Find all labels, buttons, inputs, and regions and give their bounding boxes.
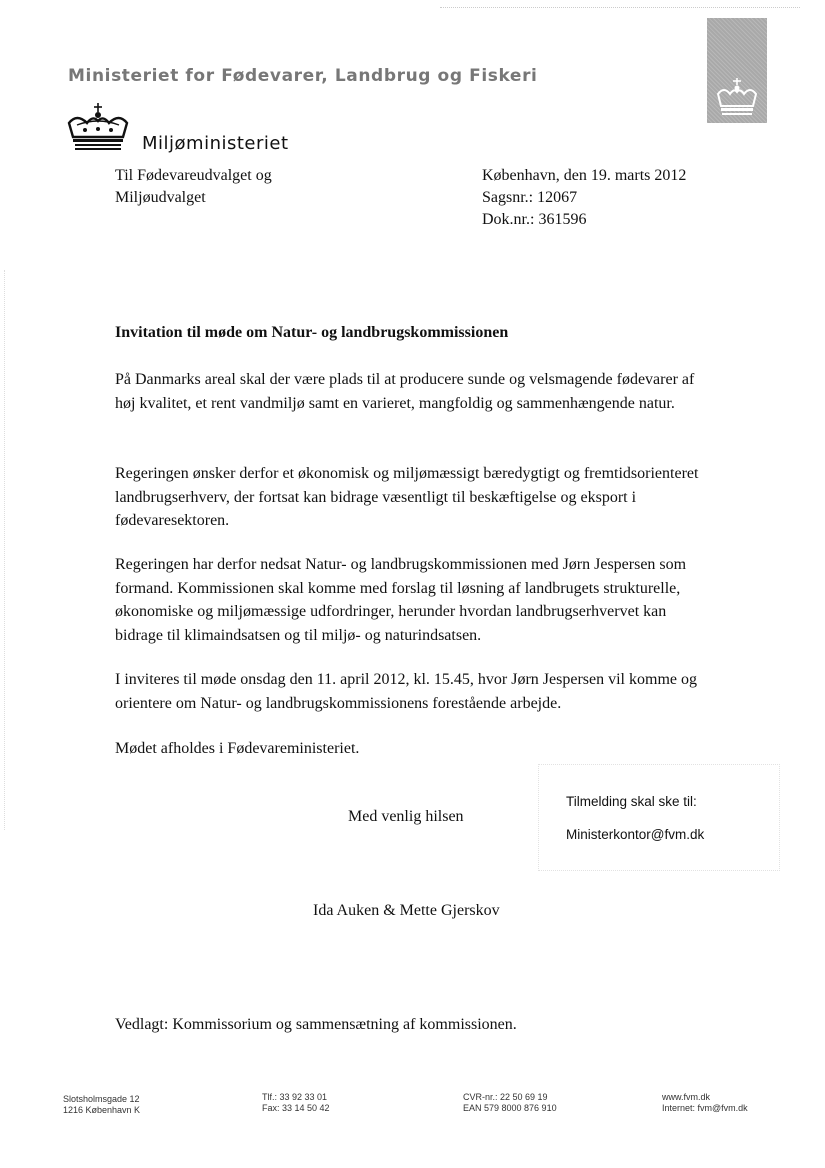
- footer-line: CVR-nr.: 22 50 69 19: [463, 1092, 548, 1102]
- footer-line: 1216 København K: [63, 1105, 141, 1115]
- registration-email: Ministerkontor@fvm.dk: [566, 827, 705, 842]
- footer-link[interactable]: www.fvm.dk: [662, 1092, 711, 1102]
- ministry-name-primary: Ministeriet for Fødevarer, Landbrug og Fiskeri: [68, 66, 538, 86]
- meta-block: [482, 165, 686, 231]
- crest-block: [707, 18, 767, 123]
- recipient-block: [115, 165, 272, 209]
- letter-subject: Invitation til møde om Natur- og landbrugskommissionen: [115, 324, 509, 341]
- closing-greeting: Med venlig hilsen: [348, 808, 464, 825]
- scan-edge-line: [4, 270, 5, 830]
- footer-web: [662, 1092, 748, 1114]
- crown-logo-icon: [63, 103, 133, 155]
- footer-line: Tlf.: 33 92 33 01: [262, 1092, 328, 1102]
- recipient-line: Til Fødevareudvalget og: [115, 167, 272, 184]
- registration-box: [538, 764, 780, 871]
- attachment-note: Vedlagt: Kommissorium og sammensætning af kommissionen.: [115, 1016, 517, 1033]
- body-paragraph: Regeringen ønsker derfor et økonomisk og miljømæssigt bæredygtigt og fremtidsorienteret landbrugserhverv, der fortsat kan bidrage væsentligt til beskæftigelse og eksport i fødevaresektoren.: [115, 465, 699, 529]
- footer-phone: [262, 1092, 330, 1114]
- signers: Ida Auken & Mette Gjerskov: [313, 902, 500, 919]
- body-paragraph: På Danmarks areal skal der være plads til at producere sunde og velsmagende fødevarer af høj kvalitet, et rent vandmiljø samt en varieret, mangfoldig og sammenhængende natur.: [115, 371, 695, 412]
- footer-address: [63, 1094, 140, 1116]
- ministry-name-secondary: Miljøministeriet: [142, 133, 289, 154]
- recipient-line: Miljøudvalget: [115, 189, 206, 206]
- footer-line: Fax: 33 14 50 42: [262, 1103, 330, 1113]
- place-date: København, den 19. marts 2012: [482, 167, 687, 184]
- body-paragraph: Regeringen har derfor nedsat Natur- og landbrugskommissionen med Jørn Jespersen som formand. Kommissionen skal komme med forslag til løsning af landbrugets strukturelle, økonomiske og miljømæssige udfordringer, herunder hvordan landbrugserhvervet kan bidrage til klimaindsatsen og til miljø- og naturindsatsen.: [115, 556, 687, 644]
- footer-line: Slotsholmsgade 12: [63, 1094, 140, 1104]
- body-paragraph: I inviteres til møde onsdag den 11. april 2012, kl. 15.45, hvor Jørn Jespersen vil komme og orientere om Natur- og landbrugskommissionens forestående arbejde.: [115, 671, 697, 712]
- scan-edge-line: [440, 7, 800, 8]
- footer-line: EAN 579 8000 876 910: [463, 1103, 557, 1113]
- footer-link[interactable]: Internet: fvm@fvm.dk: [662, 1103, 748, 1113]
- crown-small-icon: [715, 78, 759, 118]
- body-paragraph: Mødet afholdes i Fødevareministeriet.: [115, 740, 360, 757]
- document-number: Dok.nr.: 361596: [482, 211, 587, 228]
- registration-label: Tilmelding skal ske til:: [566, 794, 697, 809]
- case-number: Sagsnr.: 12067: [482, 189, 578, 206]
- footer-registration: [463, 1092, 557, 1114]
